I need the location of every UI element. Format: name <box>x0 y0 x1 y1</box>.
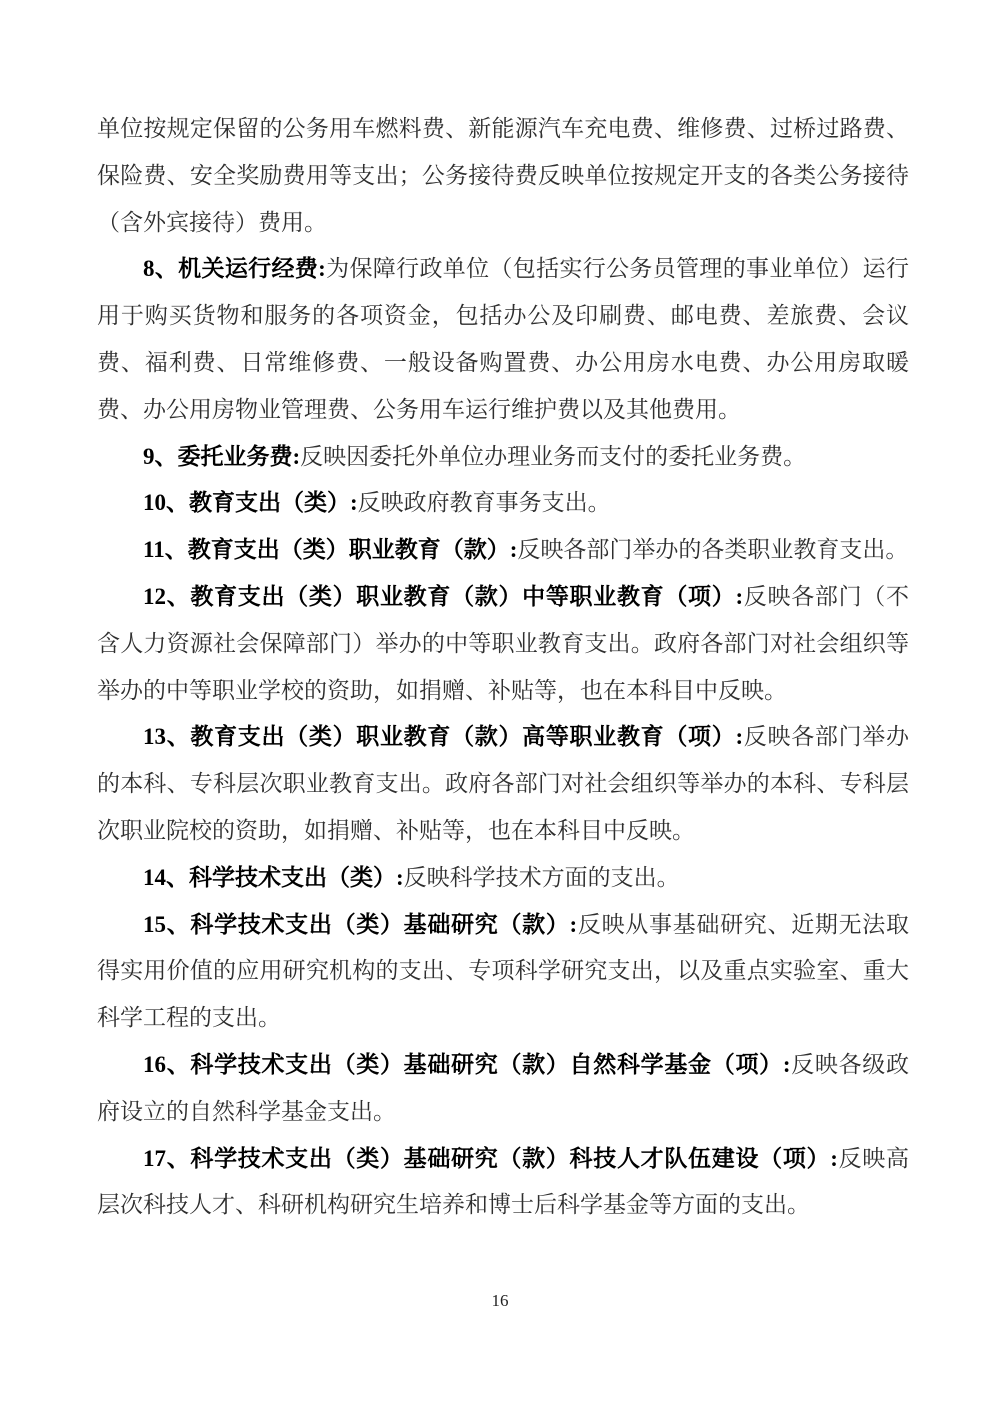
document-body <box>97 106 909 1229</box>
item-term: 13、教育支出（类）职业教育（款）高等职业教育（项）: <box>143 724 744 750</box>
item-definition: 反映高层次科技人才、科研机构研究生培养和博士后科学基金等方面的支出。 <box>97 1145 909 1218</box>
item-definition: 反映各级政府设立的自然科学基金支出。 <box>97 1051 909 1124</box>
page-number: 16 <box>491 1291 509 1310</box>
definition-item-9 <box>97 434 909 481</box>
item-definition: 反映科学技术方面的支出。 <box>403 864 680 890</box>
item-term: 10、教育支出（类）: <box>143 490 358 516</box>
item-definition: 为保障行政单位（包括实行公务员管理的事业单位）运行用于购买货物和服务的各项资金，包括办公及印刷费、邮电费、差旅费、会议费、福利费、日常维修费、一般设备购置费、办公用房水电费、办公用房取暖费、办公用房物业管理费、公务用车运行维护费以及其他费用。 <box>97 256 909 422</box>
definition-item-14 <box>97 855 909 902</box>
item-term: 12、教育支出（类）职业教育（款）中等职业教育（项）: <box>143 583 744 609</box>
definition-item-8 <box>97 246 909 433</box>
item-term: 15、科学技术支出（类）基础研究（款）: <box>143 911 578 937</box>
intro-text: 单位按规定保留的公务用车燃料费、新能源汽车充电费、维修费、过桥过路费、保险费、安全奖励费用等支出；公务接待费反映单位按规定开支的各类公务接待（含外宾接待）费用。 <box>97 116 909 235</box>
item-definition: 反映因委托外单位办理业务而支付的委托业务费。 <box>300 443 807 469</box>
definition-item-15 <box>97 902 909 1042</box>
item-term: 16、科学技术支出（类）基础研究（款）自然科学基金（项）: <box>143 1051 791 1077</box>
item-definition: 反映政府教育事务支出。 <box>357 490 611 516</box>
definition-item-11 <box>97 527 909 574</box>
item-term: 9、委托业务费: <box>143 443 301 469</box>
definition-item-12 <box>97 574 909 714</box>
paragraph-intro <box>97 106 909 246</box>
definition-item-17 <box>97 1136 909 1230</box>
definition-item-13 <box>97 714 909 854</box>
item-term: 14、科学技术支出（类）: <box>143 864 404 890</box>
item-term: 17、科学技术支出（类）基础研究（款）科技人才队伍建设（项）: <box>143 1145 838 1171</box>
definition-item-16 <box>97 1042 909 1136</box>
item-definition: 反映各部门举办的各类职业教育支出。 <box>517 537 909 563</box>
item-definition: 反映各部门举办的本科、专科层次职业教育支出。政府各部门对社会组织等举办的本科、专科层次职业院校的资助，如捐赠、补贴等，也在本科目中反映。 <box>97 724 909 843</box>
item-definition: 反映各部门（不含人力资源社会保障部门）举办的中等职业教育支出。政府各部门对社会组织等举办的中等职业学校的资助，如捐赠、补贴等，也在本科目中反映。 <box>97 583 909 703</box>
item-term: 11、教育支出（类）职业教育（款）: <box>143 537 518 563</box>
definition-item-10 <box>97 480 909 527</box>
item-term: 8、机关运行经费: <box>143 256 326 282</box>
item-definition: 反映从事基础研究、近期无法取得实用价值的应用研究机构的支出、专项科学研究支出，以及重点实验室、重大科学工程的支出。 <box>97 911 909 1031</box>
